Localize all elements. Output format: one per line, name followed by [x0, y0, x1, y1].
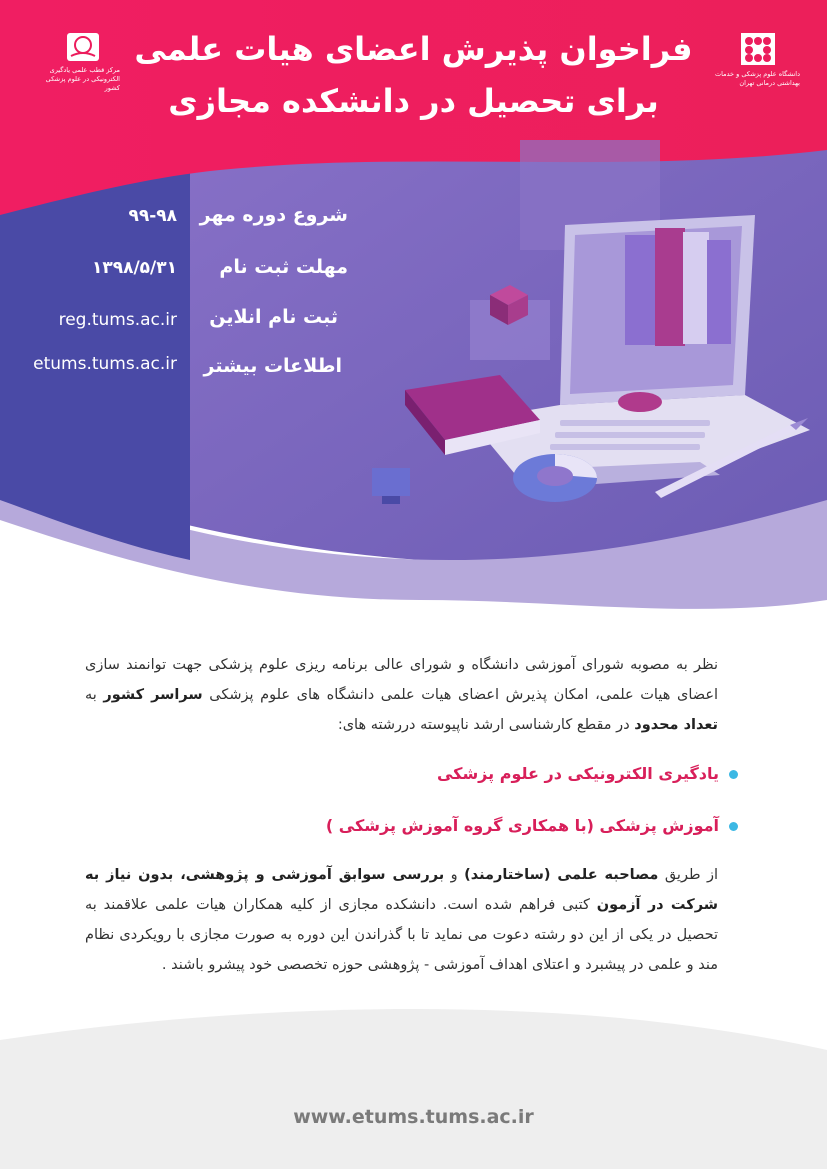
bullet-icon	[729, 770, 738, 779]
page-title-line-1: فراخوان پذیرش اعضای هیات علمی	[134, 30, 693, 68]
info-label-start: شروع دوره مهر	[199, 204, 348, 226]
right-logo-caption: دانشگاه علوم پزشکی و خدمات بهداشتی درمانی تهران	[715, 70, 800, 87]
field-item-medical-education: آموزش پزشکی (با همکاری گروه آموزش پزشکی )	[300, 816, 738, 835]
bullet-icon	[729, 822, 738, 831]
info-label-more-info: اطلاعات بیشتر	[203, 355, 342, 377]
left-logo-caption: مرکز قطب علمی یادگیری الکترونیکی در علوم پزشکی کشور	[45, 66, 120, 92]
info-value-deadline: ۱۳۹۸/۵/۳۱	[91, 258, 177, 278]
footer-wave	[0, 1000, 827, 1169]
field-item-elearning: یادگیری الکترونیکی در علوم پزشکی	[300, 764, 738, 783]
more-info-link[interactable]: etums.tums.ac.ir	[33, 354, 177, 374]
footer-url[interactable]: www.etums.tums.ac.ir	[293, 1106, 534, 1128]
info-value-start: ۹۹-۹۸	[128, 206, 177, 226]
body-paragraph: از طریق مصاحبه علمی (ساختارمند) و بررسی سوابق آموزشی و پژوهشی، بدون نیاز به شرکت در آزمون کتبی فراهم شده است. دانشکده مجازی از کلیه همکاران هیات علمی علاقمند به تحصیل در یکی از این دو رشته دعوت می نماید تا با گذراندن این دوره به صورت مجازی با رویکردی نظام مند و علمی در پیشبرد و اعتلای اهداف آموزشی - پژوهشی حوزه تخصصی خود پیشرو باشند .	[85, 867, 718, 973]
registration-link[interactable]: reg.tums.ac.ir	[58, 310, 177, 330]
info-label-deadline: مهلت ثبت نام	[219, 256, 348, 278]
info-label-registration: ثبت نام انلاین	[209, 306, 338, 328]
intro-paragraph: نظر به مصوبه شورای آموزشی دانشگاه و شورای عالی برنامه ریزی علوم پزشکی جهت توانمند سازی اعضای هیات علمی، امکان پذیرش اعضای هیات علمی دانشگاه های علوم پزشکی سراسر کشور به تعداد محدود در مقطع کارشناسی ارشد ناپیوسته دررشته های:	[85, 657, 718, 733]
page-title-line-2: برای تحصیل در دانشکده مجازی	[168, 82, 659, 120]
